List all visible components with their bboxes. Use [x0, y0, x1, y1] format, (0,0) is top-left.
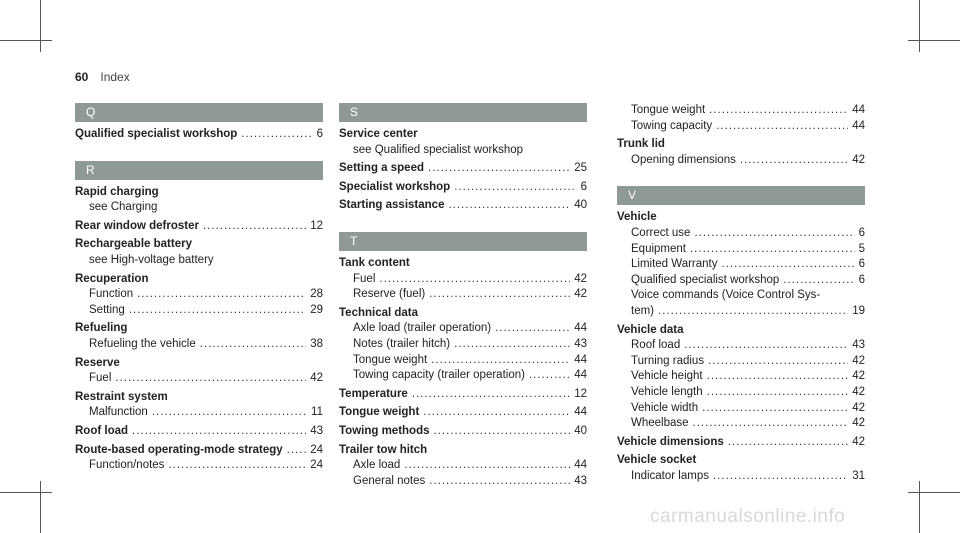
entry-text: Vehicle height: [631, 370, 703, 383]
entry-page-number[interactable]: 24: [310, 459, 323, 472]
index-subentry[interactable]: [75, 303, 323, 319]
entry-text: Vehicle dimensions: [617, 435, 724, 448]
index-entry[interactable]: [75, 424, 323, 440]
dot-leader: [740, 153, 848, 169]
entry-text: Refueling: [75, 322, 128, 335]
entry-page-number[interactable]: 29: [310, 303, 323, 316]
dot-leader: [454, 180, 576, 196]
entry-text: Towing capacity: [631, 119, 713, 132]
entry-text: Opening dimensions: [631, 153, 736, 166]
index-entry[interactable]: [75, 443, 323, 459]
entry-text: see High-voltage battery: [89, 253, 214, 266]
entry-text: Tongue weight: [339, 406, 420, 419]
dot-leader: [687, 323, 861, 339]
index-subentry[interactable]: [617, 385, 865, 401]
entry-text: Voice commands (Voice Control Sys-: [631, 289, 821, 302]
dot-leader: [115, 371, 306, 387]
dot-leader: [708, 354, 848, 370]
index-column-3: [617, 103, 865, 484]
entry-text: Axle load: [353, 459, 401, 472]
dot-leader: [529, 368, 570, 384]
dot-leader: [129, 303, 306, 319]
entry-text: Wheelbase: [631, 417, 689, 430]
index-entry[interactable]: [75, 356, 323, 372]
index-entry[interactable]: [75, 185, 323, 201]
entry-text: Setting a speed: [339, 162, 424, 175]
entry-page-number[interactable]: 42: [852, 370, 865, 383]
entry-page-number[interactable]: 12: [574, 387, 587, 400]
index-entry[interactable]: [339, 180, 587, 196]
entry-page-number[interactable]: 44: [574, 459, 587, 472]
dot-leader: [824, 288, 861, 304]
index-subentry[interactable]: [617, 469, 865, 485]
dot-leader: [713, 469, 848, 485]
index-subentry[interactable]: [75, 200, 323, 216]
dot-leader: [241, 127, 312, 143]
dot-leader: [124, 356, 319, 372]
entry-page-number[interactable]: 40: [574, 199, 587, 212]
entry-page-number[interactable]: 44: [852, 119, 865, 132]
dot-leader: [690, 242, 855, 258]
index-subentry[interactable]: [617, 257, 865, 273]
entry-text: Qualified specialist workshop: [631, 273, 780, 286]
index-subentry[interactable]: [617, 226, 865, 242]
section-letter-bar: V: [617, 186, 865, 205]
entry-text: Roof load: [75, 424, 129, 437]
entry-page-number[interactable]: 42: [310, 372, 323, 385]
entry-text: Rear window defroster: [75, 219, 199, 232]
dot-leader: [203, 219, 306, 235]
index-column-2: [339, 103, 587, 489]
index-entry[interactable]: [339, 405, 587, 421]
dot-leader: [728, 435, 848, 451]
dot-leader: [412, 387, 570, 403]
entry-text: Malfunction: [89, 406, 148, 419]
dot-leader: [707, 385, 849, 401]
index-entry[interactable]: [339, 256, 587, 272]
entry-text: Tongue weight: [631, 104, 706, 116]
dot-leader: [163, 185, 319, 201]
entry-text: Tongue weight: [353, 353, 428, 366]
index-subentry[interactable]: [75, 458, 323, 474]
entry-text: Technical data: [339, 306, 419, 319]
entry-page-number[interactable]: 44: [574, 322, 587, 335]
index-subentry[interactable]: [339, 272, 587, 288]
index-entry[interactable]: [339, 127, 587, 143]
entry-text: Towing methods: [339, 424, 430, 437]
entry-page-number[interactable]: 42: [852, 435, 865, 448]
entry-page-number[interactable]: 6: [858, 258, 865, 271]
entry-page-number[interactable]: 19: [852, 304, 865, 317]
entry-page-number[interactable]: 25: [574, 162, 587, 175]
index-column-1: [75, 103, 323, 474]
entry-text: Temperature: [339, 387, 408, 400]
dot-leader: [707, 369, 849, 385]
dot-leader: [379, 272, 570, 288]
entry-page-number[interactable]: 43: [852, 339, 865, 352]
entry-page-number[interactable]: 43: [310, 424, 323, 437]
dot-leader: [694, 226, 854, 242]
entry-page-number[interactable]: 11: [311, 406, 323, 419]
page-title: Index: [100, 70, 130, 84]
dot-leader: [434, 424, 571, 440]
dot-leader: [422, 127, 583, 143]
index-subentry[interactable]: [75, 371, 323, 387]
dot-leader: [716, 119, 848, 135]
dot-leader: [152, 405, 307, 421]
entry-text: Fuel: [353, 272, 376, 285]
index-entry[interactable]: [617, 137, 865, 153]
entry-text: Notes (trailer hitch): [353, 337, 451, 350]
entry-text: tem): [631, 304, 654, 317]
crop-mark: [919, 481, 920, 533]
entry-text: Function/notes: [89, 459, 165, 472]
entry-text: Vehicle socket: [617, 454, 697, 467]
page-number: 60: [75, 70, 89, 84]
index-entry[interactable]: [75, 272, 323, 288]
entry-text: Vehicle: [617, 211, 657, 224]
dot-leader: [429, 474, 570, 490]
entry-text: Towing capacity (trailer operation): [353, 369, 525, 382]
entry-text: Reserve: [75, 356, 120, 369]
entry-page-number[interactable]: 44: [574, 406, 587, 419]
entry-page-number[interactable]: 42: [852, 354, 865, 367]
dot-leader: [669, 137, 861, 153]
dot-leader: [448, 198, 570, 214]
entry-text: Indicator lamps: [631, 469, 709, 482]
entry-page-number[interactable]: 5: [858, 242, 865, 255]
index-subentry[interactable]: [75, 405, 323, 421]
entry-text: Starting assistance: [339, 199, 445, 212]
entry-text: Tank content: [339, 256, 410, 269]
index-entry[interactable]: [617, 210, 865, 226]
dot-leader: [404, 458, 570, 474]
dot-leader: [172, 390, 319, 406]
index-subentry[interactable]: [617, 369, 865, 385]
index-entry[interactable]: [339, 161, 587, 177]
index-subentry[interactable]: [617, 338, 865, 354]
entry-page-number[interactable]: 42: [852, 153, 865, 166]
section-letter-bar: S: [339, 103, 587, 122]
dot-leader: [661, 210, 861, 226]
entry-page-number[interactable]: 40: [574, 424, 587, 437]
dot-leader: [684, 338, 848, 354]
dot-leader: [161, 200, 319, 216]
entry-text: General notes: [353, 474, 426, 487]
section-letter-bar: Q: [75, 103, 323, 122]
crop-mark: [0, 492, 52, 493]
index-subentry[interactable]: [617, 242, 865, 258]
index-subentry[interactable]: [75, 287, 323, 303]
dot-leader: [287, 443, 307, 459]
entry-text: Function: [89, 288, 134, 301]
dot-leader: [137, 287, 306, 303]
entry-text: Fuel: [89, 372, 112, 385]
entry-text: see Charging: [89, 201, 158, 214]
entry-text: Vehicle width: [631, 401, 699, 414]
index-entry[interactable]: [339, 387, 587, 403]
dot-leader: [423, 405, 570, 421]
dot-leader: [168, 458, 306, 474]
dot-leader: [218, 253, 319, 269]
dot-leader: [431, 443, 583, 459]
entry-page-number[interactable]: 42: [852, 417, 865, 430]
index-subentry[interactable]: [617, 288, 865, 304]
index-subentry[interactable]: [617, 401, 865, 417]
entry-page-number[interactable]: 38: [310, 337, 323, 350]
dot-leader: [431, 353, 570, 369]
index-entry[interactable]: [75, 127, 323, 143]
index-subentry[interactable]: [617, 273, 865, 289]
entry-page-number[interactable]: 6: [316, 128, 323, 140]
entry-text: Roof load: [631, 339, 681, 352]
index-entry[interactable]: [617, 323, 865, 339]
index-subentry[interactable]: [75, 337, 323, 353]
entry-text: Qualified specialist workshop: [75, 128, 238, 140]
entry-page-number[interactable]: 44: [574, 369, 587, 382]
dot-leader: [153, 272, 320, 288]
dot-leader: [700, 453, 861, 469]
index-entry[interactable]: [75, 321, 323, 337]
dot-leader: [132, 424, 306, 440]
entry-text: Trailer tow hitch: [339, 443, 428, 456]
index-subentry[interactable]: [339, 474, 587, 490]
crop-mark: [908, 40, 960, 41]
entry-page-number[interactable]: 28: [310, 288, 323, 301]
crop-mark: [919, 0, 920, 52]
index-entry[interactable]: [617, 453, 865, 469]
entry-page-number[interactable]: 42: [852, 385, 865, 398]
entry-text: Restraint system: [75, 390, 168, 403]
entry-page-number[interactable]: 43: [574, 474, 587, 487]
index-subentry[interactable]: [617, 354, 865, 370]
entry-text: Turning radius: [631, 354, 705, 367]
entry-text: see Qualified specialist workshop: [353, 143, 524, 156]
index-subentry[interactable]: [75, 253, 323, 269]
section-letter-bar: T: [339, 232, 587, 251]
entry-page-number[interactable]: 44: [574, 353, 587, 366]
index-entry[interactable]: [339, 443, 587, 459]
entry-text: Vehicle data: [617, 323, 684, 336]
dot-leader: [527, 143, 583, 159]
dot-leader: [414, 256, 583, 272]
index-entry[interactable]: [339, 306, 587, 322]
index-entry[interactable]: [75, 237, 323, 253]
entry-page-number[interactable]: 6: [580, 180, 587, 193]
entry-text: Limited Warranty: [631, 258, 718, 271]
index-subentry[interactable]: [339, 458, 587, 474]
index-subentry[interactable]: [617, 119, 865, 135]
entry-page-number[interactable]: 12: [310, 219, 323, 232]
section-letter-bar: R: [75, 161, 323, 180]
entry-page-number[interactable]: 42: [574, 272, 587, 285]
index-subentry[interactable]: [617, 416, 865, 432]
crop-mark: [40, 481, 41, 533]
entry-page-number[interactable]: 31: [852, 469, 865, 482]
dot-leader: [131, 321, 319, 337]
index-subentry[interactable]: [617, 304, 865, 320]
crop-mark: [0, 40, 52, 41]
dot-leader: [495, 321, 570, 337]
crop-mark: [908, 492, 960, 493]
index-entry[interactable]: [75, 390, 323, 406]
entry-text: Trunk lid: [617, 138, 665, 151]
dot-leader: [422, 306, 583, 322]
watermark: carmanualsonline.info: [650, 506, 846, 527]
index-subentry[interactable]: [339, 337, 587, 353]
entry-text: Specialist workshop: [339, 180, 451, 193]
dot-leader: [693, 416, 849, 432]
dot-leader: [196, 237, 319, 253]
index-subentry[interactable]: [617, 103, 865, 119]
index-entry[interactable]: [75, 219, 323, 235]
entry-text: Vehicle length: [631, 385, 703, 398]
entry-page-number[interactable]: 6: [858, 226, 865, 239]
dot-leader: [702, 401, 848, 417]
entry-text: Rapid charging: [75, 185, 159, 198]
entry-text: Service center: [339, 128, 418, 140]
entry-page-number[interactable]: 43: [574, 337, 587, 350]
dot-leader: [658, 304, 848, 320]
index-subentry[interactable]: [339, 321, 587, 337]
index-subentry[interactable]: [339, 287, 587, 303]
index-entry[interactable]: [339, 424, 587, 440]
index-subentry[interactable]: [339, 368, 587, 384]
index-subentry[interactable]: [339, 353, 587, 369]
entry-text: Rechargeable battery: [75, 238, 192, 251]
dot-leader: [429, 287, 570, 303]
entry-text: Axle load (trailer operation): [353, 322, 492, 335]
dot-leader: [428, 161, 570, 177]
dot-leader: [200, 337, 306, 353]
entry-text: Reserve (fuel): [353, 288, 426, 301]
dot-leader: [709, 103, 848, 119]
entry-text: Setting: [89, 303, 125, 316]
dot-leader: [722, 257, 855, 273]
entry-page-number[interactable]: 42: [574, 288, 587, 301]
entry-page-number[interactable]: 44: [852, 104, 865, 116]
index-entry[interactable]: [617, 435, 865, 451]
entry-page-number[interactable]: 24: [310, 443, 323, 456]
page-header: [75, 70, 130, 84]
entry-text: Correct use: [631, 226, 691, 239]
index-subentry[interactable]: [617, 153, 865, 169]
entry-text: Refueling the vehicle: [89, 337, 196, 350]
index-entry[interactable]: [339, 198, 587, 214]
index-subentry[interactable]: [339, 143, 587, 159]
entry-page-number[interactable]: 6: [858, 273, 865, 286]
entry-text: Recuperation: [75, 272, 149, 285]
entry-text: Equipment: [631, 242, 686, 255]
crop-mark: [40, 0, 41, 52]
entry-page-number[interactable]: 42: [852, 401, 865, 414]
dot-leader: [454, 337, 570, 353]
entry-text: Route-based operating-mode strategy: [75, 443, 283, 456]
dot-leader: [783, 273, 854, 289]
